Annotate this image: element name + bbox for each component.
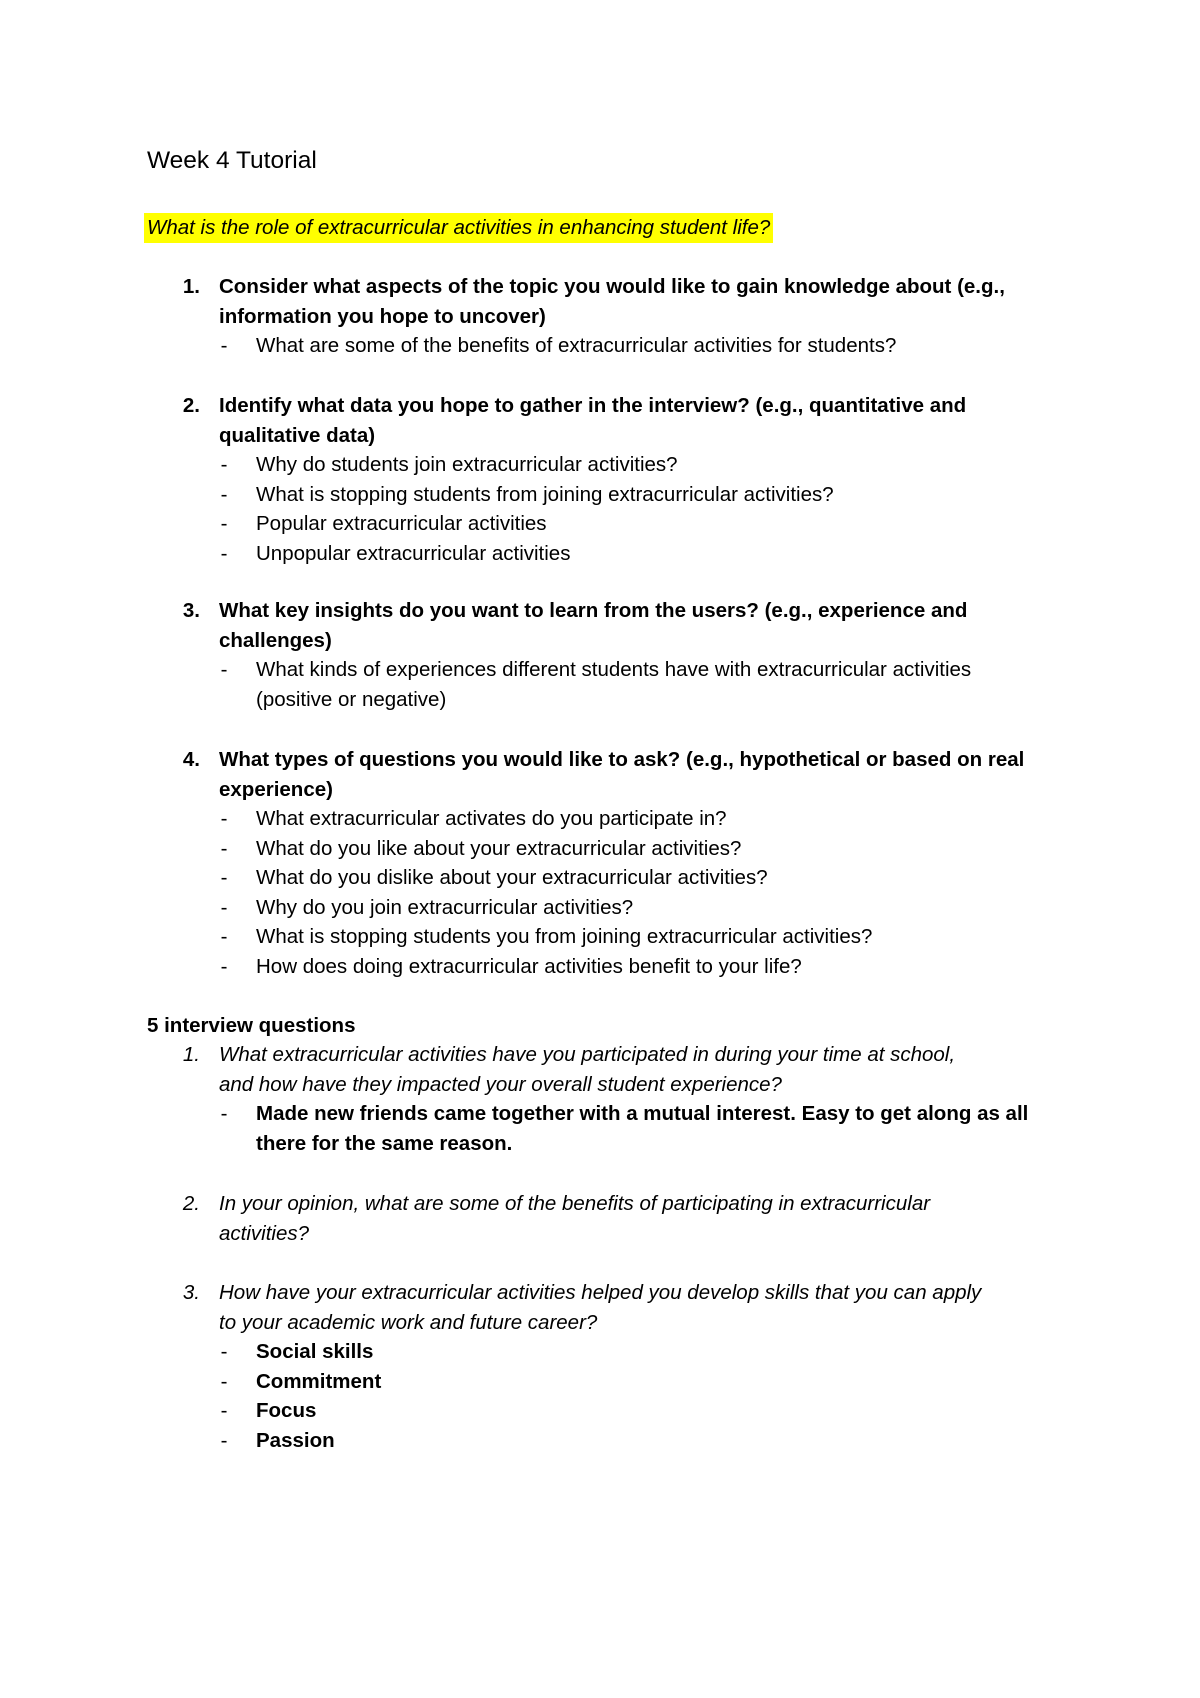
section-heading-line: experience) [219, 777, 333, 801]
bullet-dash: - [220, 895, 228, 919]
section-heading-line: qualitative data) [219, 423, 376, 447]
bullet-item: Popular extracurricular activities [256, 512, 547, 535]
question-line: and how have they impacted your overall student experience? [219, 1072, 782, 1096]
bullet-item: Why do students join extracurricular activities? [256, 453, 678, 476]
question-number: 3. [182, 1281, 200, 1304]
bullet-item: What do you dislike about your extracurricular activities? [256, 866, 768, 889]
highlighted-question: What is the role of extracurricular activities in enhancing student life? [144, 213, 773, 243]
section-number: 1. [182, 275, 200, 298]
bullet-dash: - [220, 1399, 228, 1422]
answer-item: Made new friends came together with a mutual interest. Easy to get along as all [256, 1102, 1029, 1125]
section-heading-line: Identify what data you hope to gather in the interview? (e.g., quantitative and [219, 394, 967, 417]
bullet-dash: - [220, 866, 228, 889]
question-line: In your opinion, what are some of the benefits of participating in extracurricular [219, 1192, 931, 1215]
bullet-dash: - [220, 807, 228, 830]
bullet-dash: - [220, 836, 228, 860]
bullet-dash: - [220, 1340, 228, 1363]
question-number: 1. [182, 1043, 200, 1066]
section-heading-line: Consider what aspects of the topic you would like to gain knowledge about (e.g., [219, 275, 1005, 298]
bullet-item: What do you like about your extracurricular activities? [256, 836, 742, 860]
section-heading-line: challenges) [219, 628, 332, 652]
bullet-item: Unpopular extracurricular activities [256, 541, 571, 565]
interview-heading: 5 interview questions [147, 1014, 356, 1037]
bullet-item: What extracurricular activates do you participate in? [256, 807, 727, 830]
section-heading-line: What types of questions you would like to ask? (e.g., hypothetical or based on real [219, 748, 1025, 771]
bullet-item: What kinds of experiences different students have with extracurricular activities [256, 658, 972, 681]
bullet-dash: - [220, 541, 228, 565]
bullet-item: Why do you join extracurricular activities? [256, 895, 634, 919]
answer-item: Commitment [256, 1369, 382, 1393]
bullet-item: How does doing extracurricular activities benefit to your life? [256, 954, 802, 978]
document-title: Week 4 Tutorial [147, 147, 317, 174]
answer-item: Social skills [256, 1340, 374, 1363]
question-line: How have your extracurricular activities helped you develop skills that you can apply [219, 1281, 982, 1304]
question-number: 2. [182, 1192, 200, 1215]
question-line: What extracurricular activities have you participated in during your time at school, [219, 1043, 956, 1066]
answer-item: Passion [256, 1428, 335, 1452]
answer-item: Focus [256, 1399, 317, 1422]
bullet-dash: - [220, 954, 228, 978]
bullet-item: What is stopping students you from joining extracurricular activities? [256, 925, 873, 948]
bullet-dash: - [220, 334, 228, 357]
question-line: to your academic work and future career? [219, 1310, 598, 1334]
bullet-item: (positive or negative) [256, 687, 447, 711]
section-number: 2. [182, 394, 200, 417]
question-line: activities? [219, 1221, 310, 1245]
bullet-item: What are some of the benefits of extracurricular activities for students? [256, 334, 897, 357]
bullet-dash: - [220, 925, 228, 948]
bullet-dash: - [220, 512, 228, 535]
bullet-dash: - [220, 1102, 228, 1125]
bullet-dash: - [220, 453, 228, 476]
section-number: 4. [182, 748, 200, 771]
section-heading-line: information you hope to uncover) [219, 304, 546, 328]
bullet-dash: - [220, 482, 228, 506]
answer-item: there for the same reason. [256, 1131, 513, 1155]
bullet-dash: - [220, 1369, 228, 1393]
section-number: 3. [182, 599, 200, 622]
bullet-dash: - [220, 1428, 228, 1452]
bullet-dash: - [220, 658, 228, 681]
section-heading-line: What key insights do you want to learn from the users? (e.g., experience and [219, 599, 968, 622]
bullet-item: What is stopping students from joining extracurricular activities? [256, 482, 834, 506]
